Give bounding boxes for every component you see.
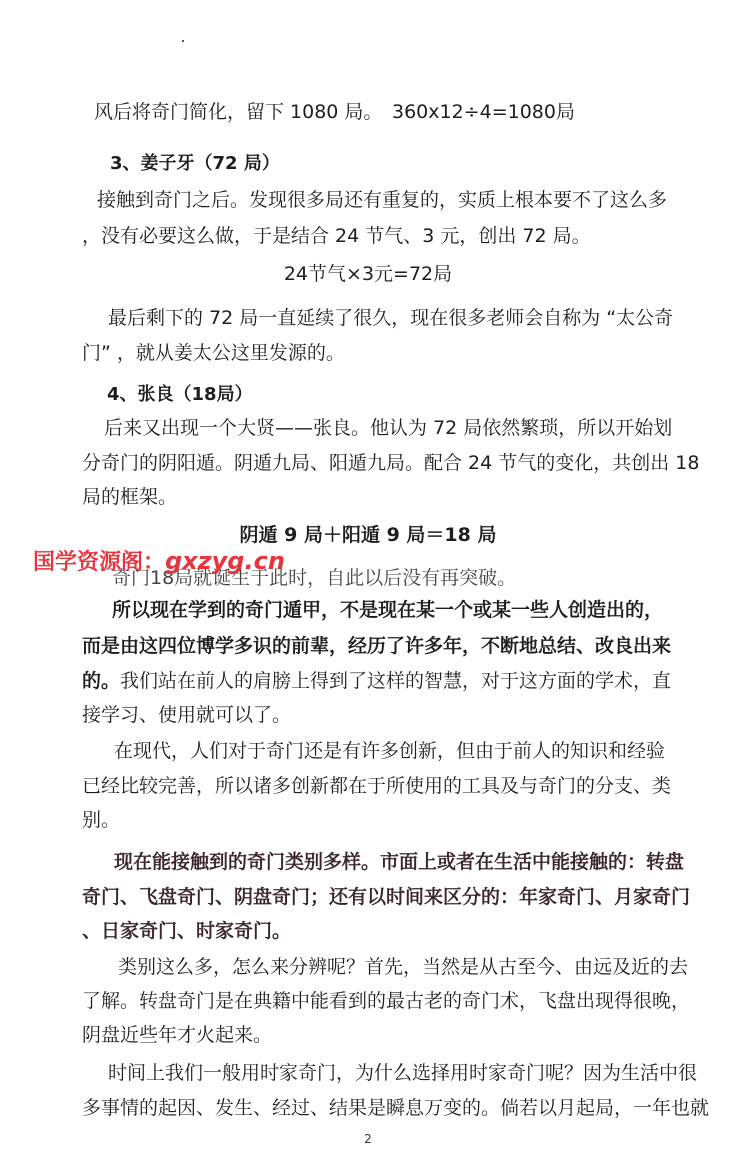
paragraph-line: 最后剩下的 72 局一直延续了很久，现在很多老师会自称为 “太公奇 [108, 307, 674, 329]
paragraph-line: 时间上我们一般用时家奇门，为什么选择用时家奇门呢？因为生活中很 [108, 1062, 698, 1084]
paragraph-line: 类别这么多，怎么来分辨呢？首先，当然是从古至今、由远及近的去 [118, 956, 689, 978]
paragraph-line: 了解。转盘奇门是在典籍中能看到的最古老的奇门术，飞盘出现得很晚， [82, 990, 691, 1012]
paragraph-line: 接学习、使用就可以了。 [82, 704, 292, 726]
formula-18: 阴遁 9 局＋阳遁 9 局＝18 局 [239, 524, 497, 546]
bold-paragraph-line: 所以现在学到的奇门遁甲，不是现在某一个或某一些人创造出的， [112, 599, 664, 621]
paragraph-line: 风后将奇门简化，留下 1080 局。 [94, 101, 383, 123]
bold-paragraph-line: 现在能接触到的奇门类别多样。市面上或者在生活中能接触的：转盘 [114, 851, 685, 873]
paragraph-line: 已经比较完善，所以诸多创新都在于所使用的工具及与奇门的分支、类 [82, 775, 672, 797]
formula-1080: 360x12÷4=1080局 [392, 101, 575, 123]
paragraph-line: 分奇门的阴阳遁。阴遁九局、阳遁九局。配合 24 节气的变化，共创出 18 [82, 452, 700, 474]
paragraph-line: 门” ，就从姜太公这里发源的。 [82, 342, 345, 364]
paragraph-line: 接触到奇门之后。发现很多局还有重复的，实质上根本要不了这么多 [97, 189, 668, 211]
watermark-label: 国学资源阁： [33, 550, 166, 575]
paragraph-line: 在现代，人们对于奇门还是有许多创新，但由于前人的知识和经验 [114, 740, 666, 762]
bold-fragment: 的。 [82, 670, 121, 692]
paragraph-line: 后来又出现一个大贤——张良。他认为 72 局依然繁琐，所以开始划 [104, 417, 673, 439]
scan-speck [182, 40, 184, 42]
paragraph-line: ，没有必要这么做，于是结合 24 节气、3 元，创出 72 局。 [82, 225, 591, 247]
section-heading-4: 4、张良（18局） [107, 384, 253, 405]
formula-72: 24节气×3元=72局 [283, 263, 453, 285]
paragraph-line: 局的框架。 [82, 486, 178, 508]
bold-paragraph-line: 、日家奇门、时家奇门。 [82, 920, 292, 942]
paragraph-line: 阴盘近些年才火起来。 [82, 1024, 273, 1046]
watermark [33, 545, 285, 576]
page-number: 2 [364, 1132, 372, 1146]
paragraph-line [82, 669, 671, 693]
paragraph-line: 别。 [82, 809, 121, 831]
bold-paragraph-line: 而是由这四位博学多识的前辈，经历了许多年，不断地总结、改良出来 [82, 635, 672, 657]
watermark-url: gxzyg.cn [165, 547, 285, 575]
bold-paragraph-line: 奇门、飞盘奇门、阴盘奇门；还有以时间来区分的：年家奇门、月家奇门 [82, 886, 691, 908]
section-heading-3: 3、姜子牙（72 局） [110, 153, 280, 174]
plain-fragment: 我们站在前人的肩膀上得到了这样的智慧，对于这方面的学术，直 [120, 670, 672, 692]
paragraph-line: 奇门18局就诞生于此时，自此以后没有再突破。 [112, 567, 517, 589]
paragraph-line: 多事情的起因、发生、经过、结果是瞬息万变的。倘若以月起局，一年也就 [82, 1097, 710, 1119]
